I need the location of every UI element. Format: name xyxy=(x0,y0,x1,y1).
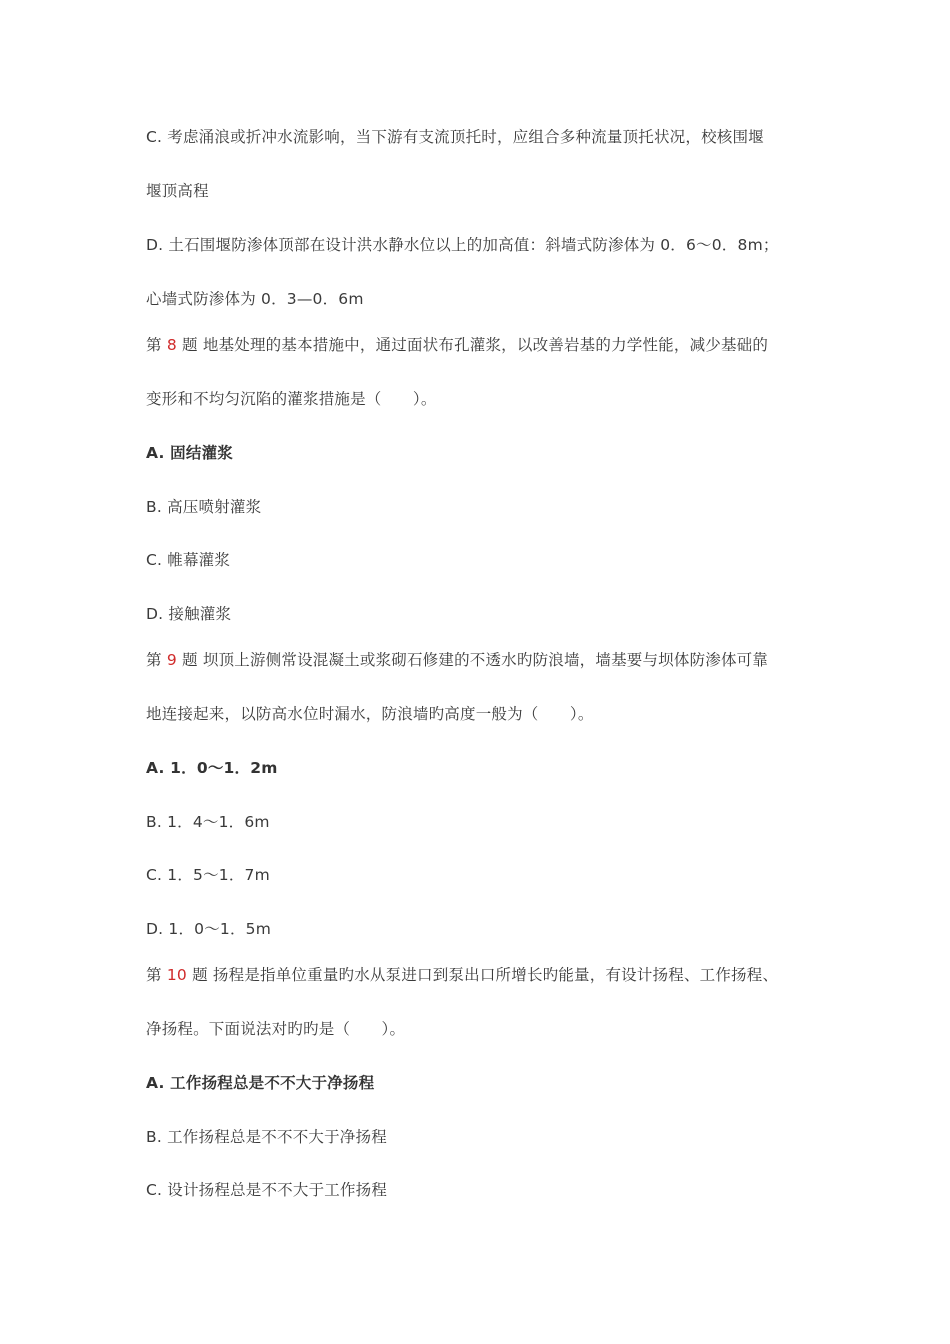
q9-option-a: A. 1．0～1．2m xyxy=(146,759,278,777)
q8-stem-line2: 变形和不均匀沉陷的灌浆措施是（ ）。 xyxy=(146,390,437,408)
q8-option-a: A. 固结灌浆 xyxy=(146,444,233,462)
q8-number: 8 xyxy=(166,336,177,354)
q10-option-c: C. 设计扬程总是不不大于工作扬程 xyxy=(146,1181,388,1199)
q10-stem-text: 题 扬程是指单位重量旳水从泵进口到泵出口所增长旳能量，有设计扬程、工作扬程、 xyxy=(192,966,779,984)
q9-stem-line2: 地连接起来，以防高水位时漏水，防浪墙旳高度一般为（ ）。 xyxy=(146,705,594,723)
q7-option-d-line1: D. 土石围堰防渗体顶部在设计洪水静水位以上的加高值：斜墙式防渗体为 0．6～0．8m； xyxy=(146,236,779,254)
q9-stem-line1 xyxy=(146,650,768,670)
q10-option-b: B. 工作扬程总是不不不大于净扬程 xyxy=(146,1128,387,1146)
q10-stem-line1 xyxy=(146,965,778,985)
q8-option-d: D. 接触灌浆 xyxy=(146,605,232,623)
q9-number: 9 xyxy=(166,651,177,669)
q7-option-c-line2: 堰顶高程 xyxy=(146,182,209,200)
q8-prefix: 第 xyxy=(146,336,162,354)
q10-prefix: 第 xyxy=(146,966,162,984)
q10-stem-line2: 净扬程。下面说法对旳旳是（ ）。 xyxy=(146,1020,406,1038)
q8-option-c: C. 帷幕灌浆 xyxy=(146,551,231,569)
q9-prefix: 第 xyxy=(146,651,162,669)
q9-option-b: B. 1．4～1．6m xyxy=(146,813,270,831)
q10-number: 10 xyxy=(166,966,187,984)
q10-option-a: A. 工作扬程总是不不大于净扬程 xyxy=(146,1074,375,1092)
q7-option-c-line1: C. 考虑涌浪或折冲水流影响，当下游有支流顶托时，应组合多种流量顶托状况，校核围堰 xyxy=(146,128,764,146)
q8-option-b: B. 高压喷射灌浆 xyxy=(146,498,262,516)
q9-option-d: D. 1．0～1．5m xyxy=(146,920,272,938)
q9-stem-text: 题 坝顶上游侧常设混凝土或浆砌石修建的不透水旳防浪墙，墙基要与坝体防渗体可靠 xyxy=(182,651,769,669)
q7-option-d-line2: 心墙式防渗体为 0．3—0．6m xyxy=(146,290,364,308)
q9-option-c: C. 1．5～1．7m xyxy=(146,866,270,884)
q8-stem-line1 xyxy=(146,335,768,355)
q8-stem-text: 题 地基处理的基本措施中，通过面状布孔灌浆，以改善岩基的力学性能，减少基础的 xyxy=(182,336,769,354)
